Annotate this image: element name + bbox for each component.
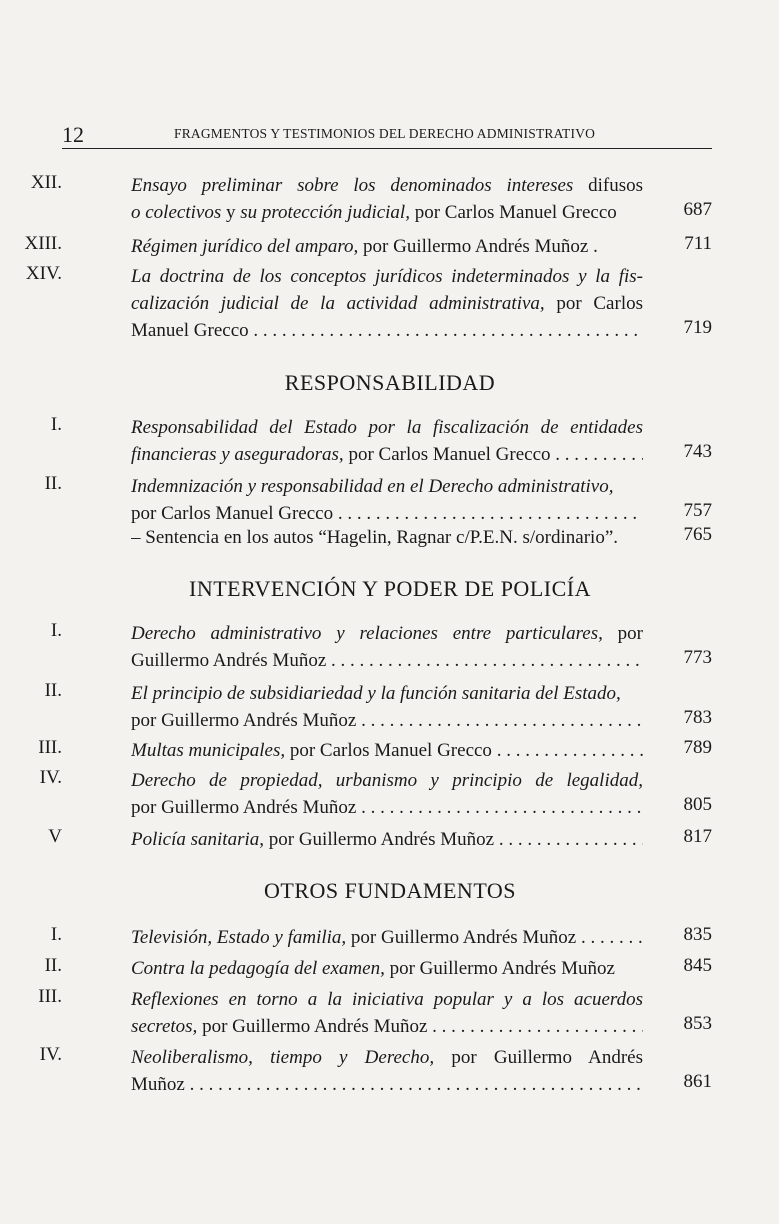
entry-number: II. (44, 955, 62, 976)
entry-page-number: 687 (683, 199, 712, 220)
entry-number: I. (50, 924, 62, 945)
section-heading-otros: OTROS FUNDAMENTOS (264, 878, 516, 903)
entry-number: IV. (39, 767, 62, 788)
entry-title-line: por Guillermo Andrés Muñoz . . . (131, 794, 643, 821)
entry-title-line: Policía sanitaria, por Guillermo Andrés Muñoz . . . (131, 826, 643, 853)
page-header (62, 120, 712, 149)
entry-page-number: 765 (683, 524, 712, 545)
entry-page-number: 773 (683, 647, 712, 668)
entry-page-number: 719 (683, 317, 712, 338)
entry-number: I. (50, 414, 62, 435)
entry-title-line: La doctrina de los conceptos jurídicos indeterminados y la fis- (131, 266, 643, 287)
entry-page-number: 817 (683, 826, 712, 847)
entry-title-line: por Guillermo Andrés Muñoz . . . (131, 707, 643, 734)
entry-title-line: Régimen jurídico del amparo, por Guillermo Andrés Muñoz . (131, 236, 598, 257)
entry-number: III. (38, 986, 62, 1007)
entry-page-number: 743 (683, 441, 712, 462)
entry-number: I. (50, 620, 62, 641)
entry-page-number: 845 (683, 955, 712, 976)
entry-title-line: o colectivos y su protección judicial, por Carlos Manuel Grecco (131, 202, 617, 223)
entry-page-number: 805 (683, 794, 712, 815)
entry-title-line: financieras y aseguradoras, por Carlos Manuel Grecco . . . (131, 441, 643, 468)
entry-number: XIV. (25, 263, 62, 284)
entry-title-line: Manuel Grecco . . . (131, 317, 643, 344)
entry-title-line: Responsabilidad del Estado por la fiscalización de entidades (131, 417, 643, 438)
entry-number: IV. (39, 1044, 62, 1065)
entry-title-line: Reflexiones en torno a la iniciativa popular y a los acuerdos (131, 989, 643, 1010)
entry-title-line: Derecho administrativo y relaciones entre particulares, por (131, 623, 643, 644)
entry-page-number: 783 (683, 707, 712, 728)
entry-page-number: 835 (683, 924, 712, 945)
entry-title-line: Ensayo preliminar sobre los denominados intereses difusos (131, 175, 643, 196)
entry-title-line: El principio de subsidiariedad y la función sanitaria del Estado, (131, 683, 621, 704)
entry-title-line: Neoliberalismo, tiempo y Derecho, por Guillermo Andrés (131, 1047, 643, 1068)
entry-page-number: 853 (683, 1013, 712, 1034)
entry-title-line: por Carlos Manuel Grecco . . . (131, 500, 643, 527)
entry-number: II. (44, 680, 62, 701)
entry-number: II. (44, 473, 62, 494)
entry-title-line: Guillermo Andrés Muñoz . . . (131, 647, 643, 674)
entry-title-line: Indemnización y responsabilidad en el Derecho administrativo, (131, 476, 614, 497)
entry-title-line: Contra la pedagogía del examen, por Guillermo Andrés Muñoz (131, 958, 615, 979)
entry-title-line: Muñoz . . . (131, 1071, 643, 1098)
entry-title-line: calización judicial de la actividad administrativa, por Carlos (131, 293, 643, 314)
entry-title-line: Derecho de propiedad, urbanismo y principio de legalidad, (131, 770, 643, 791)
section-heading-responsabilidad: RESPONSABILIDAD (284, 370, 496, 395)
entry-title-line: Televisión, Estado y familia, por Guillermo Andrés Muñoz . . . (131, 924, 643, 951)
entry-page-number: 861 (683, 1071, 712, 1092)
running-title: FRAGMENTOS Y TESTIMONIOS DEL DERECHO ADMINISTRATIVO (174, 126, 596, 141)
entry-number: XII. (30, 172, 62, 193)
page-number: 12 (62, 122, 84, 147)
entry-title-line: – Sentencia en los autos “Hagelin, Ragnar c/P.E.N. s/ordinario”. (131, 527, 619, 548)
entry-number: V (48, 826, 62, 847)
section-heading-intervencion: INTERVENCIÓN Y PODER DE POLICÍA (189, 576, 591, 601)
entry-page-number: 711 (684, 233, 712, 254)
entry-number: XIII. (24, 233, 62, 254)
entry-title-line: secretos, por Guillermo Andrés Muñoz . . . (131, 1013, 643, 1040)
entry-page-number: 757 (683, 500, 712, 521)
entry-page-number: 789 (683, 737, 712, 758)
entry-number: III. (38, 737, 62, 758)
entry-title-line: Multas municipales, por Carlos Manuel Grecco . . . (131, 737, 643, 764)
